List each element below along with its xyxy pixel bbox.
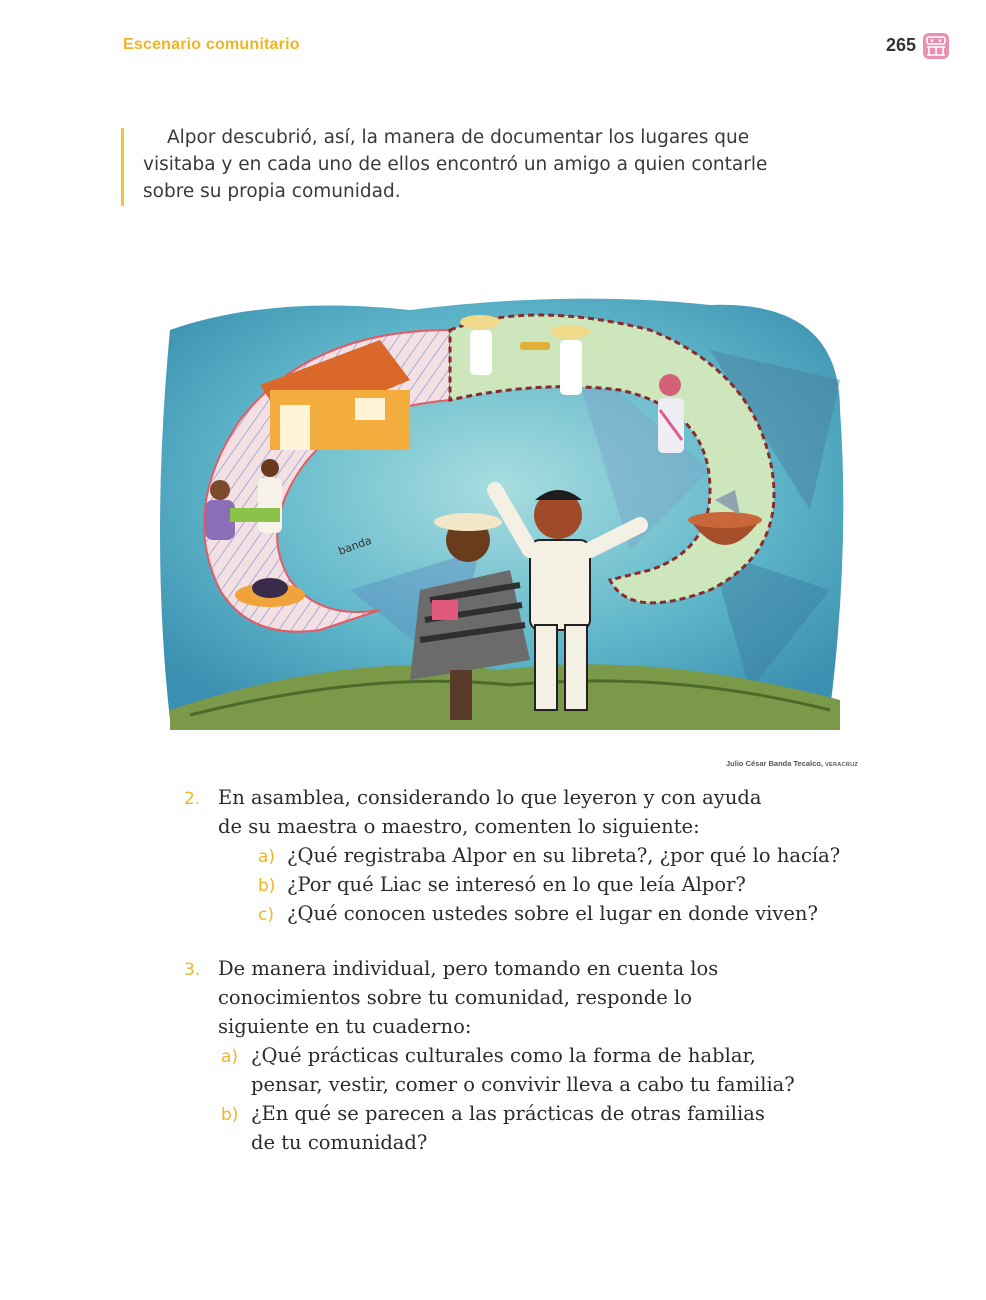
question-2-line: En asamblea, considerando lo que leyeron y con ayuda <box>218 786 762 809</box>
page-number: 265 <box>886 35 917 55</box>
question-2c-text: ¿Qué conocen ustedes sobre el lugar en donde viven? <box>287 902 818 925</box>
community-illustration <box>150 290 850 740</box>
credit-name: Julio César Banda Tecalco, <box>726 759 823 768</box>
credit-state: VERACRUZ <box>825 762 859 768</box>
question-3-number: 3. <box>184 960 201 980</box>
intro-line: visitaba y en cada uno de ellos encontró un amigo a quien contarle <box>143 154 768 175</box>
question-3a-letter: a) <box>221 1047 239 1067</box>
question-2c-letter: c) <box>258 905 274 925</box>
question-2a-letter: a) <box>258 847 276 867</box>
question-3-line: De manera individual, pero tomando en cuenta los <box>218 957 719 980</box>
question-2-line: de su maestra o maestro, comenten lo siguiente: <box>218 815 700 838</box>
question-3b-line: de tu comunidad? <box>251 1131 428 1154</box>
question-3-line: siguiente en tu cuaderno: <box>218 1015 472 1038</box>
section-label: Escenario comunitario <box>123 36 300 53</box>
artist-signature: banda <box>336 533 374 558</box>
intro-paragraph <box>143 124 843 205</box>
question-2b-text: ¿Por qué Liac se interesó en lo que leía Alpor? <box>287 873 746 896</box>
community-scenario-icon <box>922 32 950 60</box>
question-2b-letter: b) <box>258 876 276 896</box>
intro-line: Alpor descubrió, así, la manera de documentar los lugares que <box>167 127 750 148</box>
question-3b-letter: b) <box>221 1105 239 1125</box>
question-2-number: 2. <box>184 789 201 809</box>
question-2a-text: ¿Qué registraba Alpor en su libreta?, ¿por qué lo hacía? <box>287 844 841 867</box>
question-3a-line: ¿Qué prácticas culturales como la forma de hablar, <box>251 1044 756 1067</box>
illustration-credit <box>726 759 858 768</box>
quote-bar <box>121 128 124 206</box>
question-3a-line: pensar, vestir, comer o convivir lleva a cabo tu familia? <box>251 1073 795 1096</box>
question-3-line: conocimientos sobre tu comunidad, responde lo <box>218 986 692 1009</box>
question-3b-line: ¿En qué se parecen a las prácticas de otras familias <box>251 1102 765 1125</box>
intro-line: sobre su propia comunidad. <box>143 181 401 202</box>
